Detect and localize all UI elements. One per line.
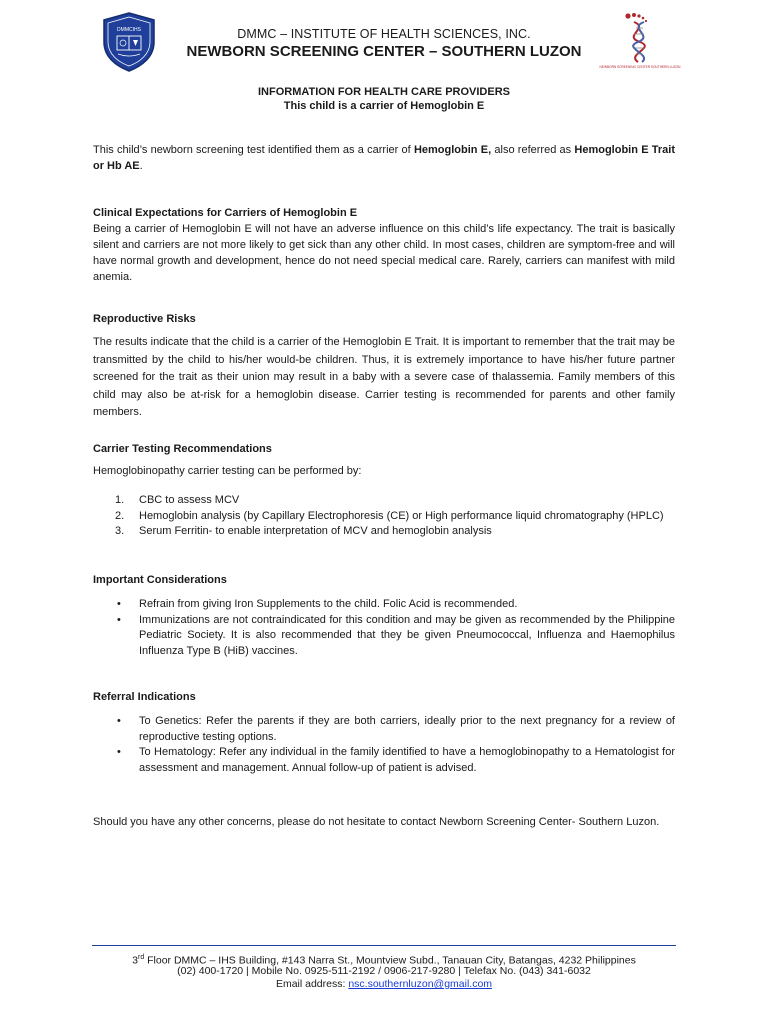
reproductive-paragraph: The results indicate that the child is a carrier of the Hemoglobin E Trait. It is important to remember that the trait may be transmitted by the child to his/her would-be children. Thus, it is extremely importance to have his/her future partner screened for the trait as their union may result in a baby with a severe case of thalassemia. Family members of this child may also be at-risk for a hemoglobin disease. Carrier testing is recommended for parents and other family members. [93,336,675,419]
list-item [93,509,675,525]
list-item [93,597,675,613]
footer-email-link[interactable]: nsc.southernluzon@gmail.com [348,978,493,990]
list-item [93,493,675,509]
bullet-icon: • [117,613,121,626]
carrier-testing-heading: Carrier Testing Recommendations [93,443,272,455]
list-item [93,745,675,776]
list-item-number: 3. [115,525,125,537]
footer-address-text: Floor DMMC – IHS Building, #143 Narra St., Mountview Subd., Tanauan City, Batangas, 4232 Philippines [144,954,636,967]
newborn-screening-dna-logo [599,12,681,74]
list-item [93,524,675,540]
carrier-testing-intro: Hemoglobinopathy carrier testing can be performed by: [93,465,362,477]
intro-text-3: . [139,160,143,172]
document-title: INFORMATION FOR HEALTH CARE PROVIDERS [258,86,510,98]
list-item-number: 1. [115,494,125,506]
referral-heading: Referral Indications [93,691,196,703]
clinical-paragraph: Being a carrier of Hemoglobin E will not have an adverse influence on this child’s life expectancy. The trait is basically silent and carriers are not more likely to get sick than any other child. In most cases, children are symptom-free and will have normal growth and development, hence do not need special medical care. Rarely, carriers can manifest with mild anemia. [93,223,675,283]
intro-text-2: also referred as [491,144,575,156]
intro-bold-2: Hemoglobin E Trait or Hb AE [93,144,675,172]
institute-name: DMMC – INSTITUTE OF HEALTH SCIENCES, INC. [237,27,531,41]
list-item [93,613,675,660]
bullet-icon: • [117,746,121,758]
dmmc-shield-logo [102,12,156,72]
referral-list [93,714,675,776]
considerations-heading: Important Considerations [93,574,227,586]
list-item-text: CBC to assess MCV [139,494,240,506]
document-subtitle: This child is a carrier of Hemoglobin E [283,100,485,112]
intro-paragraph [93,142,675,174]
list-item-text: Serum Ferritin- to enable interpretation of MCV and hemoglobin analysis [139,525,492,537]
list-item-text: Refrain from giving Iron Supplements to the child. Folic Acid is recommended. [139,598,518,610]
intro-text-1: This child’s newborn screening test identified them as a carrier of [93,144,414,156]
list-item-text: To Hematology: Refer any individual in the family identified to have a hemoglobinopathy to a Hematologist for assessment and management. Annual follow-up of patient is advised. [139,746,675,774]
clinical-heading: Clinical Expectations for Carriers of Hemoglobin E [93,207,358,219]
list-item-text: To Genetics: Refer the parents if they are both carriers, ideally prior to the next pregnancy for a review of reproductive testing options. [139,715,675,743]
footer-email-line [0,978,768,992]
closing-paragraph: Should you have any other concerns, please do not hesitate to contact Newborn Screening Center- Southern Luzon. [93,816,660,828]
footer-floor-suffix: rd [137,954,145,961]
footer-divider [92,945,676,946]
footer-email-label: Email address: [275,978,349,990]
list-item-text: Immunizations are not contraindicated for this condition and may be given as recommended by the Philippine Pediatric Society. It is also recommended that they be given Pneumococcal, Influenza and Haemophilus Influenza Type B (HiB) vaccines. [139,613,675,657]
list-item-text: Hemoglobin analysis (by Capillary Electrophoresis (CE) or High performance liquid chromatography (HPLC) [139,509,664,522]
carrier-testing-list [93,493,675,540]
center-name: NEWBORN SCREENING CENTER – SOUTHERN LUZON [186,43,582,60]
bullet-icon: • [117,598,121,610]
bullet-icon: • [117,715,121,727]
reproductive-heading: Reproductive Risks [93,313,196,325]
list-item-number: 2. [115,509,125,522]
considerations-list [93,597,675,659]
shield-logo-text: DMMCIHS [117,27,141,33]
footer-phones: (02) 400-1720 | Mobile No. 0925-511-2192 / 0906-217-9280 | Telefax No. (043) 341-6032 [177,965,591,977]
footer-floor-number: 3 [132,954,138,967]
intro-bold-1: Hemoglobin E, [413,144,492,156]
dna-logo-text: NEWBORN SCREENING CENTER SOUTHERN LUZON [599,65,681,69]
list-item [93,714,675,745]
